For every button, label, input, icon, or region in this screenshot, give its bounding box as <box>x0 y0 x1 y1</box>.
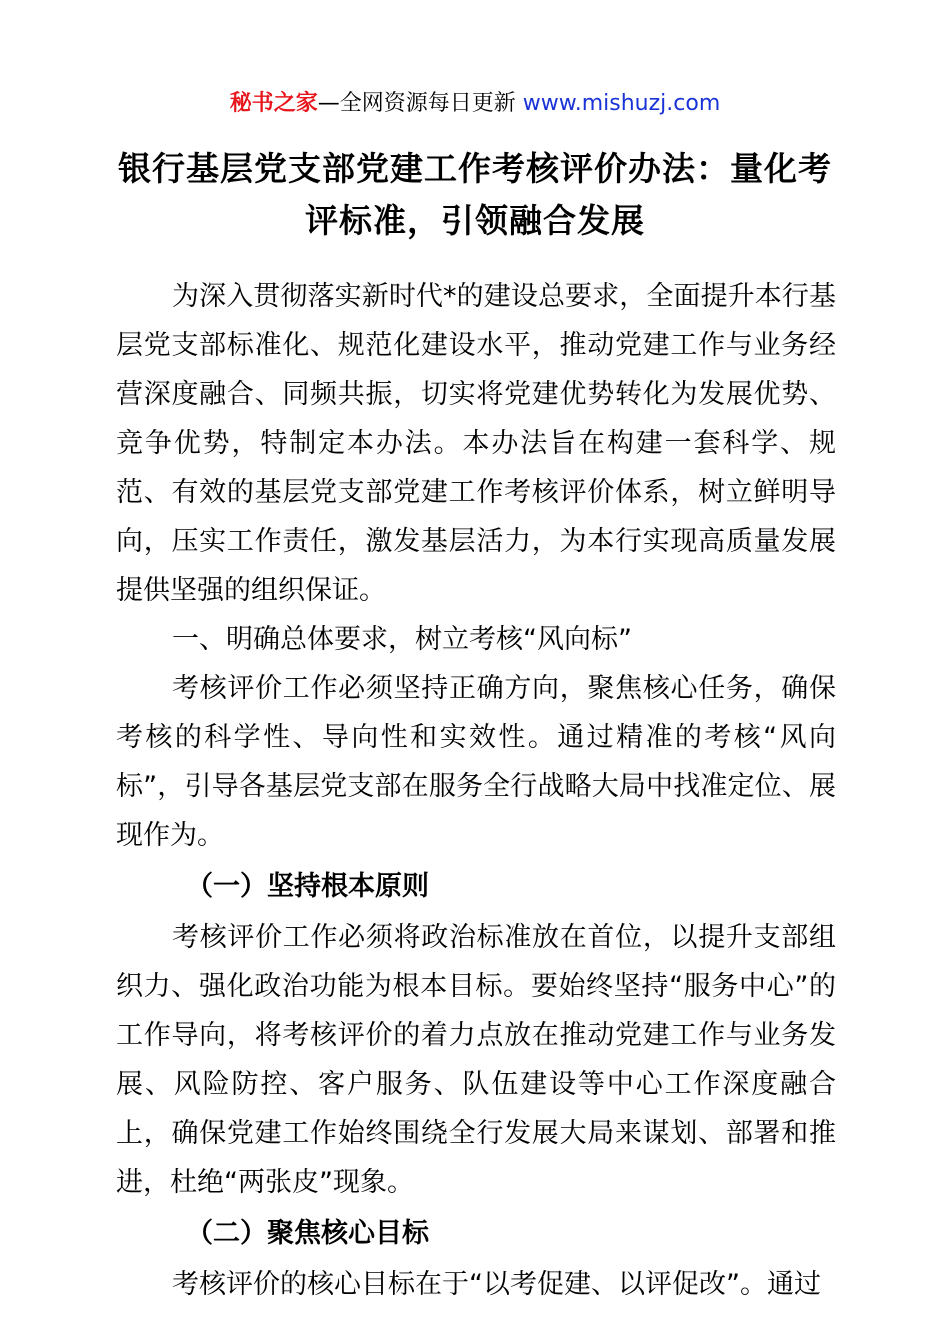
subsection-heading-1: （一）坚持根本原则 <box>186 871 429 902</box>
site-url-link[interactable]: www.mishuzj.com <box>522 91 721 116</box>
brand-name: 秘书之家 <box>229 91 318 116</box>
intro-paragraph: 为深入贯彻落实新时代*的建设总要求，全面提升本行基层党支部标准化、规范化建设水平，推动党建工作与业务经营深度融合、同频共振，切实将党建优势转化为发展优势、竞争优势，特制定本办法。本办法旨在构建一套科学、规范、有效的基层党支部党建工作考核评价体系，树立鲜明导向，压实工作责任，激发基层活力，为本行实现高质量发展提供坚强的组织保证。 <box>116 281 836 606</box>
subsection-2-paragraph: 考核评价的核心目标在于“以考促建、以评促改”。通过 <box>172 1269 821 1300</box>
section-1-paragraph: 考核评价工作必须坚持正确方向，聚焦核心任务，确保考核的科学性、导向性和实效性。通过精准的考核“风向标”，引导各基层党支部在服务全行战略大局中找准定位、展现作为。 <box>116 673 836 851</box>
document-body <box>116 272 836 1309</box>
subsection-1-paragraph: 考核评价工作必须将政治标准放在首位，以提升支部组织力、强化政治功能为根本目标。要始终坚持“服务中心”的工作导向，将考核评价的着力点放在推动党建工作与业务发展、风险防控、客户服务、队伍建设等中心工作深度融合上，确保党建工作始终围绕全行发展大局来谋划、部署和推进，杜绝“两张皮”现象。 <box>116 922 836 1198</box>
subsection-heading-2: （二）聚焦核心目标 <box>186 1218 429 1249</box>
header-slogan: —全网资源每日更新 <box>317 91 523 116</box>
document-title: 银行基层党支部党建工作考核评价办法：量化考评标准，引领融合发展 <box>118 149 832 240</box>
section-heading-1: 一、明确总体要求，树立考核“风向标” <box>172 624 632 655</box>
site-header <box>0 89 950 119</box>
